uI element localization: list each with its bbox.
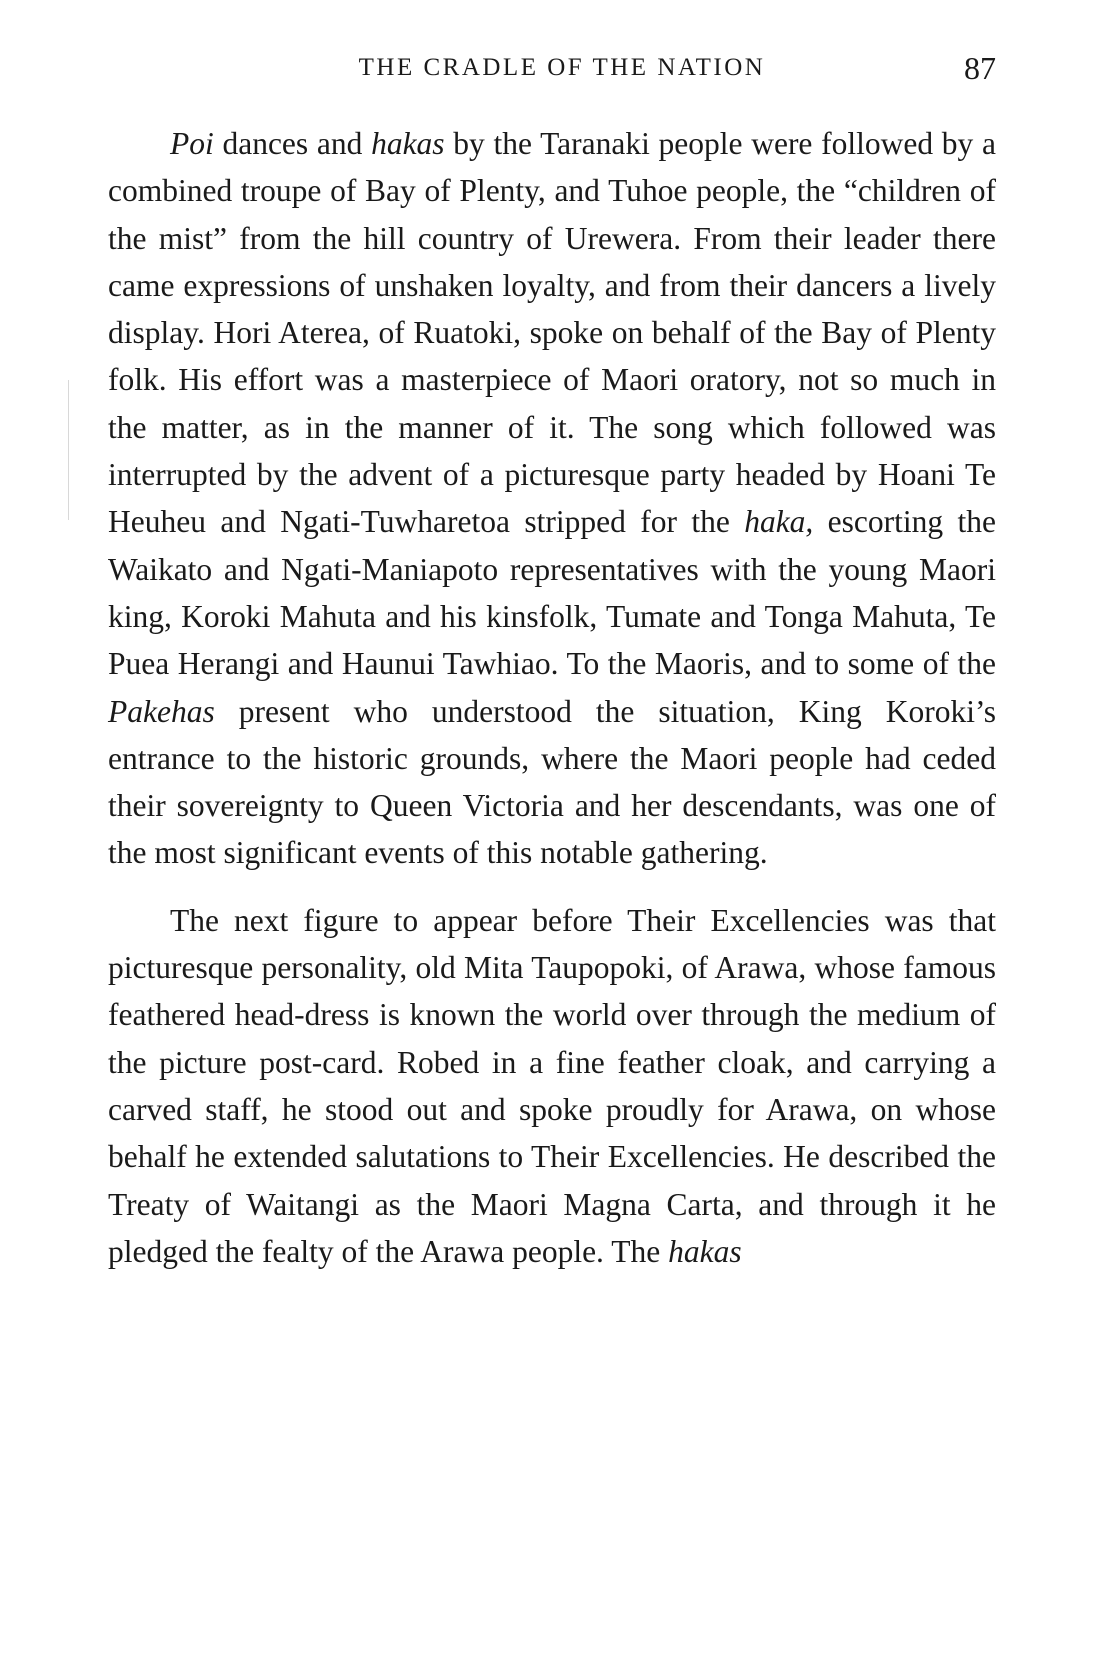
text-segment: Pakehas xyxy=(108,693,215,729)
text-segment: present who understood the situation, King Koroki’s entrance to the historic grounds, where the Maori people had ceded their sovereignty to Queen Victoria and her descendants, was one of the most significant events of this notable gathering. xyxy=(108,693,996,871)
paragraph xyxy=(108,120,996,877)
page-number: 87 xyxy=(964,50,996,86)
paragraph xyxy=(108,897,996,1275)
text-segment: hakas xyxy=(668,1233,742,1269)
running-title: THE CRADLE OF THE NATION xyxy=(358,54,766,81)
text-segment: haka, xyxy=(744,504,814,540)
body-text xyxy=(108,120,996,1275)
margin-mark xyxy=(68,380,69,520)
text-segment: The next figure to appear before Their Excellencies was that picturesque personality, old Mita Taupopoki, of Arawa, whose famous feathered head-dress is known the world over through the medium of the picture post-card. Robed in a fine feather cloak, and carrying a carved staff, he stood out and spoke proudly for Arawa, on whose behalf he extended salutations to Their Excellencies. He described the Treaty of Waitangi as the Maori Magna Carta, and through it he pledged the fealty of the Arawa people. The xyxy=(108,902,996,1269)
text-segment: by the Taranaki people were followed by a combined troupe of Bay of Plenty, and Tuhoe people, the “children of the mist” from the hill country of Urewera. From their leader there came expressions of unshaken loyalty, and from their dancers a lively display. Hori Aterea, of Ruatoki, spoke on behalf of the Bay of Plenty folk. His effort was a masterpiece of Maori oratory, not so much in the matter, as in the manner of it. The song which followed was interrupted by the advent of a picturesque party headed by Hoani Te Heuheu and Ngati-Tuwharetoa stripped for the xyxy=(108,126,996,540)
text-segment: Poi xyxy=(170,126,214,161)
text-segment: escorting the Waikato and Ngati-Maniapoto representatives with the young Maori king, Koroki Mahuta and his kinsfolk, Tumate and Tonga Mahuta, Te Puea Herangi and Haunui Tawhiao. To the Maoris, and to some of the xyxy=(108,504,996,682)
text-segment: dances and xyxy=(213,126,372,161)
running-head xyxy=(108,50,996,94)
text-segment: hakas xyxy=(371,126,445,161)
